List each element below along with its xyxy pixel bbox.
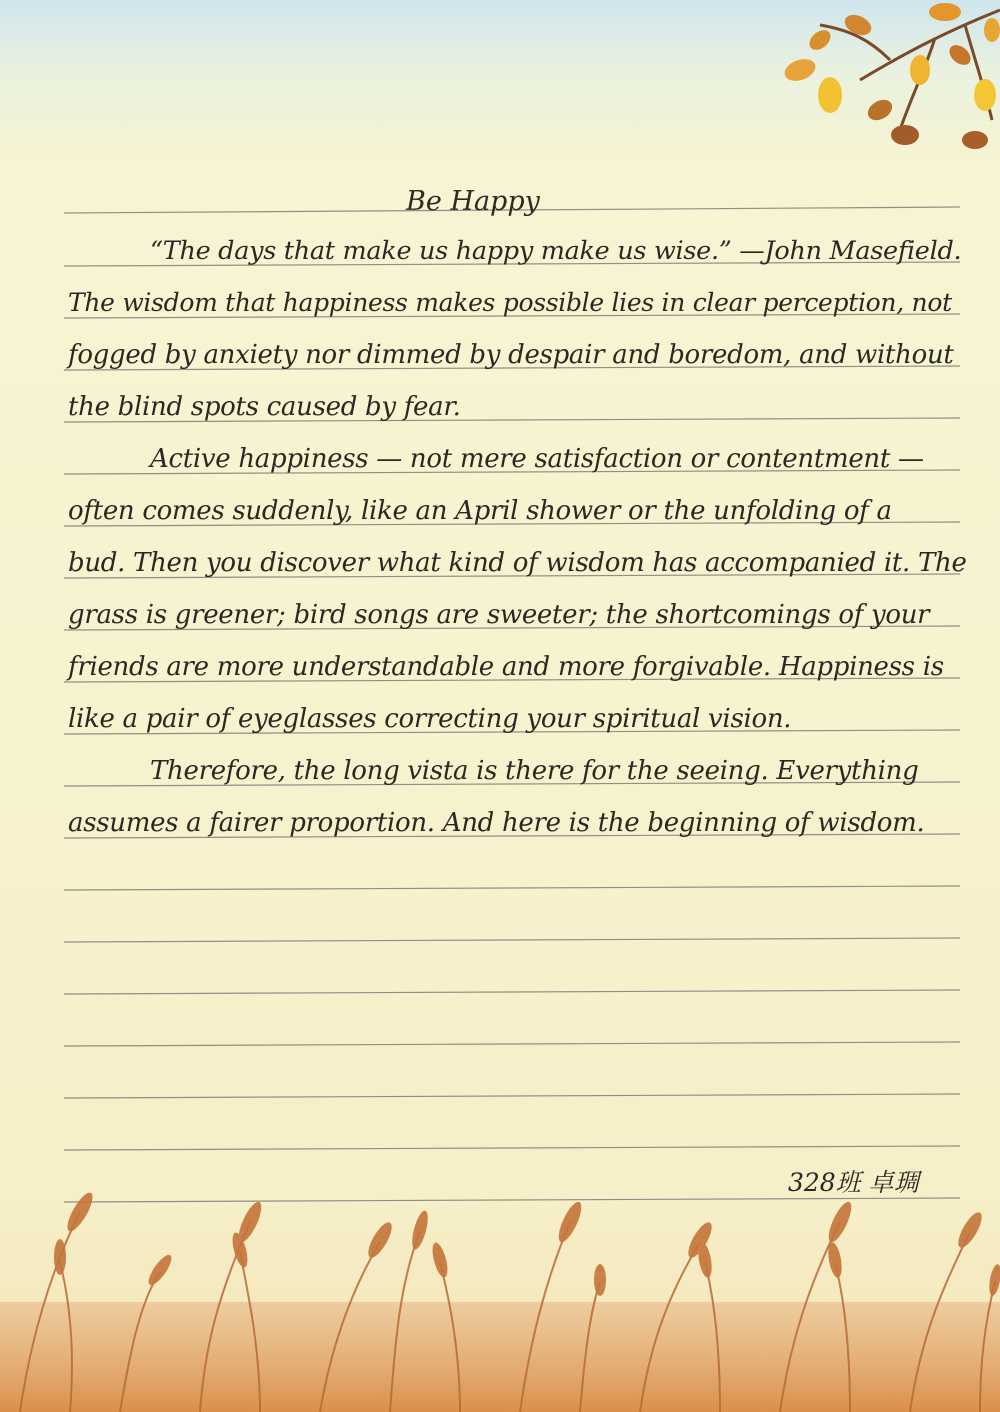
letter-title: Be Happy <box>406 186 540 217</box>
text-line: Active happiness — not mere satisfaction or contentment — <box>150 444 924 474</box>
text-line: fogged by anxiety nor dimmed by despair and boredom, and without <box>68 340 954 370</box>
signature: 328班 卓琱 <box>788 1168 919 1197</box>
wheat-field-icon <box>0 1182 1000 1412</box>
text-line: Therefore, the long vista is there for the seeing. Everything <box>150 756 919 786</box>
text-line: “The days that make us happy make us wise.” —John Masefield. <box>150 236 962 266</box>
autumn-leaves-icon <box>760 0 1000 160</box>
text-line: assumes a fairer proportion. And here is the beginning of wisdom. <box>68 808 925 838</box>
text-line: grass is greener; bird songs are sweeter; the shortcomings of your <box>68 600 930 630</box>
text-line: like a pair of eyeglasses correcting your spiritual vision. <box>68 704 792 734</box>
text-line: the blind spots caused by fear. <box>68 392 461 422</box>
text-line: often comes suddenly, like an April shower or the unfolding of a <box>68 496 892 526</box>
text-line: bud. Then you discover what kind of wisdom has accompanied it. The <box>68 548 967 578</box>
text-line: The wisdom that happiness makes possible lies in clear perception, not <box>68 288 952 317</box>
text-line: friends are more understandable and more forgivable. Happiness is <box>68 652 944 682</box>
